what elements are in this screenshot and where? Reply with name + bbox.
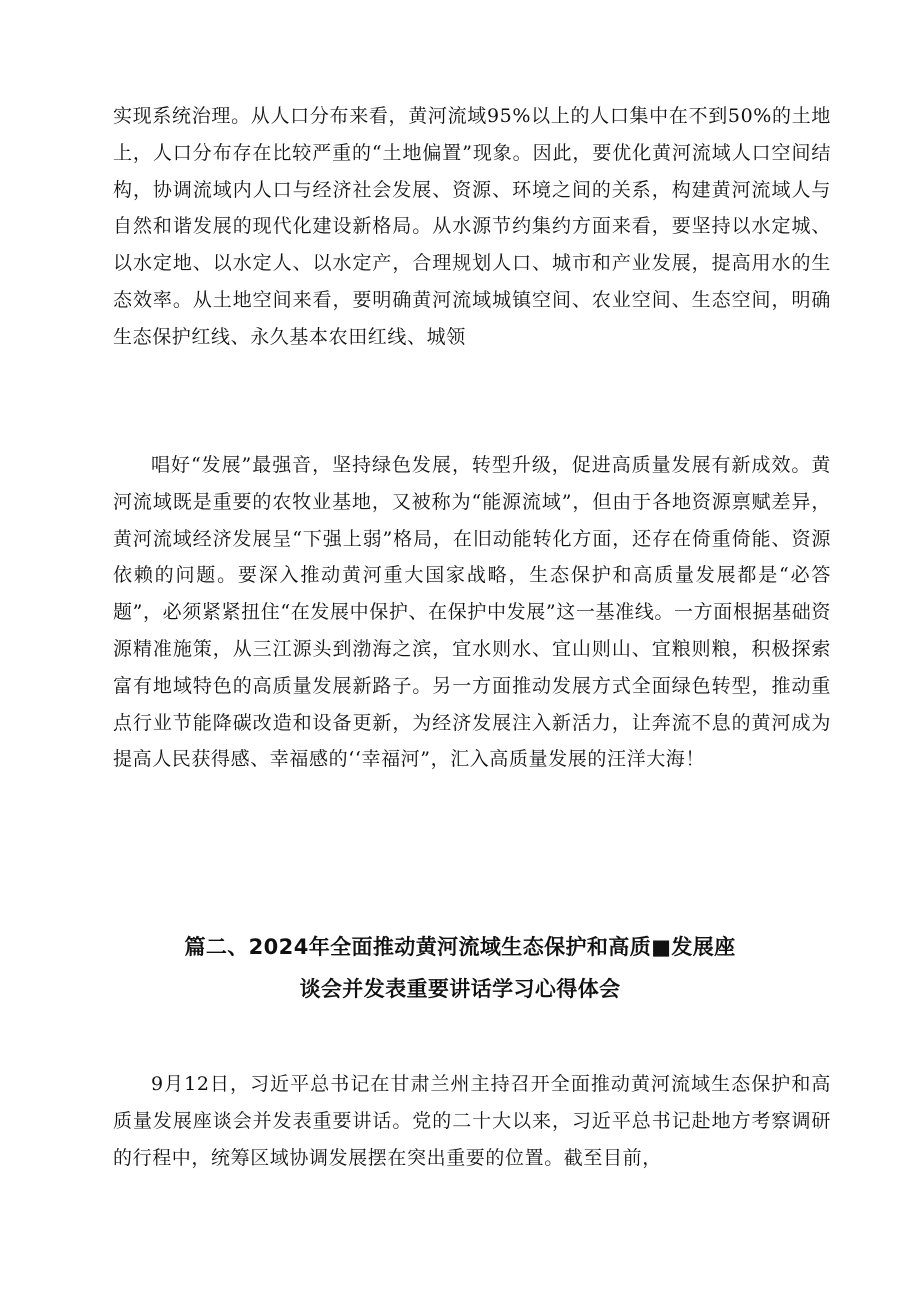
paragraph-population-land: 实现系统治理。从人口分布来看，黄河流域95%以上的人口集中在不到50%的土地上，人口分布存在比较严重的“土地偏置”现象。因此，要优化黄河流域人口空间结构，协调流域内人口与经济社会发展、资源、环境之间的关系，构建黄河流域人与自然和谐发展的现代化建设新格局。从水源节约集约方面来看，要坚持以水定城、以水定地、以水定人、以水定产，合理规划人口、城市和产业发展，提高用水的生态效率。从土地空间来看，要明确黄河流域城镇空间、农业空间、生态空间，明确生态保护红线、永久基本农田红线、城领 (113, 105, 831, 348)
section-heading (60, 926, 860, 1010)
paragraph-meeting-intro: 9月12日，习近平总书记在甘肃兰州主持召开全面推动黄河流域生态保护和高质量发展座谈会并发表重要讲话。党的二十大以来，习近平总书记赴地方考察调研的行程中，统筹区域协调发展摆在突出重要的位置。截至目前， (113, 1073, 831, 1169)
section-heading-line-1: 篇二、2024年全面推动黄河流域生态保护和高质■发展座 (184, 935, 736, 959)
paragraph-green-development: 唱好“发展”最强音，坚持绿色发展，转型升级，促进高质量发展有新成效。黄河流域既是重要的农牧业基地，又被称为“能源流域”，但由于各地资源禀赋差异，黄河流域经济发展呈“下强上弱”格局，在旧动能转化方面，还存在倚重倚能、资源依赖的问题。要深入推动黄河重大国家战略，生态保护和高质量发展都是“必答题”，必须紧紧扭住“在发展中保护、在保护中发展”这一基准线。一方面根据基础资源精准施策，从三江源头到渤海之滨，宜水则水、宜山则山、宜粮则粮，积极探索富有地域特色的高质量发展新路子。另一方面推动发展方式全面绿色转型，推动重点行业节能降碳改造和设备更新，为经济发展注入新活力，让奔流不息的黄河成为提高人民获得感、幸福感的‘‘幸福河”，汇入高质量发展的汪洋大海！ (113, 454, 831, 771)
section-heading-line-2: 谈会并发表重要讲话学习心得体会 (299, 977, 621, 1001)
